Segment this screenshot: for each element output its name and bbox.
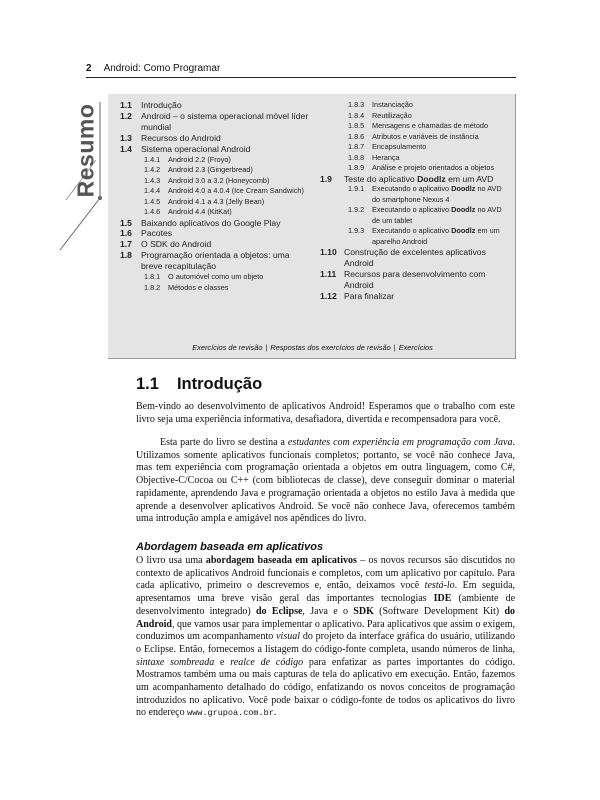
toc-item-number: 1.2 bbox=[120, 110, 132, 121]
toc-item-number: 1.4.1 bbox=[144, 154, 161, 164]
toc-item bbox=[320, 153, 510, 164]
footer-link-exercises-review: Exercícios de revisão bbox=[192, 343, 263, 352]
toc-item bbox=[320, 111, 510, 122]
toc-item-title: Android 4.4 (KitKat) bbox=[168, 207, 232, 217]
section-number: 1.1 bbox=[136, 375, 159, 393]
toc-item-number: 1.4 bbox=[120, 143, 132, 154]
toc-item bbox=[320, 100, 510, 111]
toc-item-title: Teste do aplicativo Doodlz em um AVD bbox=[344, 173, 494, 184]
toc-item-title: Executando o aplicativo Doodlz em um aparelho Android bbox=[372, 226, 500, 246]
toc-item-number: 1.8.5 bbox=[348, 121, 365, 130]
toc-item-number: 1.4.3 bbox=[144, 175, 161, 185]
toc-item bbox=[120, 186, 310, 197]
toc-item-number: 1.8.7 bbox=[348, 142, 365, 151]
toc-item-title: Android 3.0 a 3.2 (Honeycomb) bbox=[168, 175, 270, 185]
toc-item-title: Introdução bbox=[141, 100, 182, 110]
toc-item bbox=[120, 165, 310, 176]
toc-item-number: 1.4.4 bbox=[144, 186, 161, 196]
toc-item-number: 1.9.3 bbox=[348, 226, 365, 236]
footer-separator: | bbox=[393, 343, 396, 352]
toc-item bbox=[120, 111, 310, 133]
toc-item-title: Instanciação bbox=[372, 100, 413, 109]
toc-item-number: 1.9.2 bbox=[348, 205, 365, 215]
toc-item bbox=[120, 228, 310, 239]
toc-item bbox=[120, 133, 310, 144]
footer-link-exercises: Exercícios bbox=[398, 343, 433, 352]
toc-item-number: 1.10 bbox=[320, 247, 337, 258]
toc-item-number: 1.8 bbox=[120, 250, 132, 261]
toc-item bbox=[320, 247, 510, 269]
toc-item-number: 1.7 bbox=[120, 239, 132, 250]
footer-separator: | bbox=[265, 343, 268, 352]
header-rule bbox=[86, 77, 516, 78]
toc-item-title: Métodos e classes bbox=[168, 282, 229, 292]
toc-item-title: Sistema operacional Android bbox=[141, 143, 251, 154]
summary-footer bbox=[110, 343, 515, 352]
toc-left-column bbox=[120, 100, 310, 293]
toc-item-number: 1.8.8 bbox=[348, 152, 365, 162]
toc-item-title: O SDK do Android bbox=[141, 239, 212, 250]
toc-item bbox=[120, 176, 310, 187]
page-number: 2 bbox=[86, 63, 92, 74]
toc-item bbox=[320, 174, 510, 185]
toc-item-title: O automóvel como um objeto bbox=[168, 272, 264, 282]
toc-item bbox=[120, 100, 310, 111]
toc-item-title: Executando o aplicativo Doodlz no AVD do smartphone Nexus 4 bbox=[372, 184, 502, 204]
toc-item-title: Construção de excelentes aplicativos Android bbox=[344, 247, 486, 269]
toc-item bbox=[320, 226, 510, 247]
toc-item bbox=[320, 291, 510, 302]
toc-item-number: 1.8.4 bbox=[348, 110, 365, 120]
footer-link-answers: Respostas dos exercícios de revisão bbox=[270, 343, 391, 352]
toc-item bbox=[320, 184, 510, 205]
toc-item-title: Herança bbox=[372, 152, 400, 162]
paragraph-approach: O livro usa uma abordagem baseada em aplicativos – os novos recursos são discutidos no contexto de aplicativos Android funcionais e completos, com um aplicativo por capítulo. Para cada aplicativo, primeiro o descrevemos e, então, deixamos você testá-lo. Em seguida, apresentamos uma breve visão geral das importantes tecnologias IDE (ambiente de desenvolvimento integrado) do Eclipse, Java e o SDK (Software Development Kit) do Android, que vamos usar para implementar o aplicativo. Para aplicativos que assim o exigem, conduzimos um acompanhamento visual do projeto da interface gráfica do usuário, utilizando o Eclipse. Então, fornecemos a listagem do código-fonte completa, usando números de linha, sintaxe sombreada e realce de código para enfatizar as partes importantes do código. Mostramos também uma ou mais capturas de tela do aplicativo em execução. Então, fazemos um acompanhamento detalhado do código, enfatizando os novos conceitos de programação introduzidos no aplicativo. Você pode baixar o código-fonte de todos os aplicativos do livro no endereço www.grupoa.com.br. bbox=[136, 555, 516, 719]
running-title: Android: Como Programar bbox=[103, 63, 221, 74]
toc-item bbox=[120, 155, 310, 166]
section-heading bbox=[136, 375, 262, 394]
toc-item bbox=[120, 207, 310, 218]
subheading-approach: Abordagem baseada em aplicativos bbox=[136, 541, 324, 553]
toc-item-title: Encapsulamento bbox=[372, 142, 427, 151]
toc-item-title: Para finalizar bbox=[344, 291, 395, 302]
toc-item-number: 1.8.2 bbox=[144, 282, 161, 292]
toc-item-number: 1.1 bbox=[120, 100, 132, 110]
toc-item-title: Recursos do Android bbox=[141, 132, 221, 143]
toc-item bbox=[120, 144, 310, 155]
toc-item-title: Android 2.2 (Froyo) bbox=[168, 154, 231, 164]
toc-item bbox=[120, 272, 310, 283]
url-link[interactable]: www.grupoa.com.br bbox=[187, 708, 274, 719]
toc-item-title: Android 4.0 a 4.0.4 (Ice Cream Sandwich) bbox=[168, 186, 304, 196]
toc-item-number: 1.9 bbox=[320, 173, 332, 184]
toc-item bbox=[320, 121, 510, 132]
toc-item-title: Android 2.3 (Gingerbread) bbox=[168, 165, 253, 175]
toc-item-title: Mensagens e chamadas de método bbox=[372, 121, 489, 130]
toc-item-title: Android – o sistema operacional móvel líder mundial bbox=[141, 110, 309, 132]
toc-item-number: 1.12 bbox=[320, 291, 337, 302]
toc-item bbox=[320, 205, 510, 226]
toc-item-title: Baixando aplicativos do Google Play bbox=[141, 217, 281, 228]
toc-item bbox=[320, 132, 510, 143]
toc-item bbox=[320, 163, 510, 174]
section-title: Introdução bbox=[176, 375, 263, 393]
toc-item-number: 1.4.5 bbox=[144, 196, 161, 206]
summary-title-vertical bbox=[70, 103, 100, 198]
toc-item-number: 1.8.9 bbox=[348, 163, 365, 172]
toc-item-number: 1.9.1 bbox=[348, 184, 365, 194]
toc-item-title: Programação orientada a objetos: uma breve recapitulação bbox=[141, 250, 290, 272]
toc-item bbox=[120, 218, 310, 229]
toc-item-number: 1.3 bbox=[120, 132, 132, 143]
toc-item-number: 1.11 bbox=[320, 269, 337, 280]
toc-item-title: Pacotes bbox=[141, 228, 173, 239]
toc-item-number: 1.6 bbox=[120, 228, 132, 239]
toc-item-title: Reutilização bbox=[372, 110, 412, 120]
toc-item-number: 1.8.3 bbox=[348, 100, 365, 109]
toc-item bbox=[320, 142, 510, 153]
toc-item bbox=[120, 283, 310, 294]
toc-item-number: 1.8.1 bbox=[144, 272, 161, 282]
summary-title: Resumo bbox=[72, 103, 99, 198]
running-header bbox=[86, 63, 220, 74]
toc-item-title: Executando o aplicativo Doodlz no AVD de um tablet bbox=[372, 205, 502, 225]
toc-item bbox=[320, 269, 510, 291]
toc-item-number: 1.5 bbox=[120, 217, 132, 228]
toc-item-number: 1.4.2 bbox=[144, 165, 161, 175]
toc-item-title: Atributos e variáveis de instância bbox=[372, 131, 479, 141]
toc-item-title: Recursos para desenvolvimento com Android bbox=[344, 269, 486, 291]
toc-item-number: 1.8.6 bbox=[348, 131, 365, 141]
toc-item-title: Android 4.1 a 4.3 (Jelly Bean) bbox=[168, 196, 265, 206]
paragraph-welcome: Bem-vindo ao desenvolvimento de aplicativos Android! Esperamos que o trabalho com este livro seja uma experiência informativa, desafiadora, divertida e recompensadora para você. bbox=[136, 401, 515, 425]
paragraph-audience: Esta parte do livro se destina a estudantes com experiência em programação com Java. Utilizamos somente aplicativos funcionais completos; portanto, se você não conhece Java, mas tem experiência com programação orientada a objetos em outra linguagem, como C#, Objective-C/Cocoa ou C++ (com bibliotecas de classe), deve conseguir dominar o material rapidamente, aprendendo Java e programação orientada a objetos no estilo Java à medida que aprende a desenvolver aplicativos Android. Se você não conhece Java, oferecemos também uma introdução ampla e amigável nos apêndices do livro. bbox=[136, 437, 515, 525]
toc-item bbox=[120, 250, 310, 272]
toc-item bbox=[120, 197, 310, 208]
toc-item-number: 1.4.6 bbox=[144, 207, 161, 217]
toc-item bbox=[120, 239, 310, 250]
toc-right-column bbox=[320, 100, 510, 302]
toc-item-title: Análise e projeto orientados a objetos bbox=[372, 163, 495, 172]
